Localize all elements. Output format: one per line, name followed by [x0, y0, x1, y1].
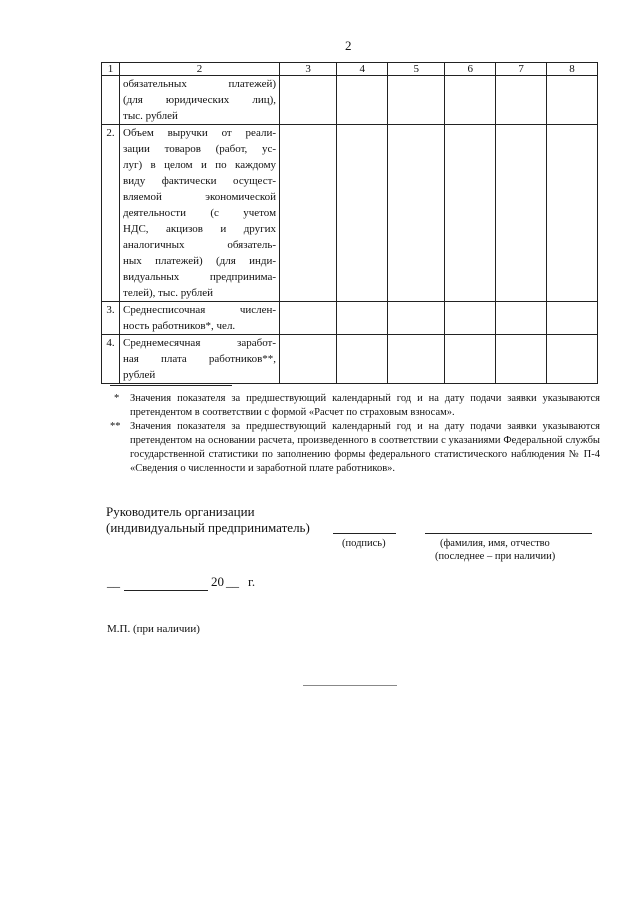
name-caption-line2: (последнее – при наличии) [435, 551, 556, 562]
date-year-prefix: 20 [211, 574, 224, 589]
value-cell[interactable] [337, 335, 388, 384]
column-number: 7 [496, 63, 547, 76]
footnote-text: Значения показателя за предшествующий календарный год и на дату подачи заявки указываются претендентом на основании расчета, произведенного в соответствии с указаниями Федеральной службы государственной статистики по заполнению формы федерального статистического наблюдения № П-4 «Сведения о численности и заработной плате работников». [130, 421, 600, 474]
row-number: 2. [102, 125, 120, 302]
value-cell[interactable] [496, 125, 547, 302]
description-line: ная плата работников**, [123, 353, 277, 365]
description-line: вляемой экономической [123, 191, 277, 203]
description-line: Среднемесячная заработ- [123, 337, 277, 349]
indicator-description [120, 125, 280, 302]
column-number: 6 [445, 63, 496, 76]
column-number: 1 [102, 63, 120, 76]
date-day-blank[interactable]: __ [107, 574, 120, 589]
full-name-line[interactable] [425, 533, 592, 534]
value-cell[interactable] [445, 76, 496, 125]
footnote-mark: ** [110, 421, 121, 432]
stamp-note: М.П. (при наличии) [107, 623, 200, 635]
description-line: ных платежей) (для инди- [123, 255, 277, 267]
value-cell[interactable] [445, 302, 496, 335]
signature-caption: (подпись) [342, 538, 386, 549]
table-row [102, 302, 598, 335]
description-line: видуальных предпринима- [123, 271, 277, 283]
value-cell[interactable] [388, 302, 445, 335]
value-cell[interactable] [337, 76, 388, 125]
description-line: рублей [123, 369, 156, 381]
footnote-2 [110, 420, 600, 476]
value-cell[interactable] [547, 125, 598, 302]
signatory-title-line2: (индивидуальный предприниматель) [106, 520, 310, 535]
value-cell[interactable] [280, 76, 337, 125]
value-cell[interactable] [445, 125, 496, 302]
description-line: Объем выручки от реали- [123, 127, 277, 139]
footnote-mark: * [114, 393, 120, 404]
value-cell[interactable] [496, 302, 547, 335]
row-number [102, 76, 120, 125]
date-month-line[interactable] [124, 590, 208, 591]
value-cell[interactable] [547, 302, 598, 335]
row-number: 4. [102, 335, 120, 384]
value-cell[interactable] [388, 125, 445, 302]
document-end-rule [303, 685, 397, 686]
column-number: 2 [120, 63, 280, 76]
value-cell[interactable] [496, 76, 547, 125]
value-cell[interactable] [280, 302, 337, 335]
description-line: ность работников*, чел. [123, 320, 236, 332]
indicators-table [101, 62, 598, 384]
description-line: деятельности (с учетом [123, 207, 277, 219]
value-cell[interactable] [388, 76, 445, 125]
footnote-separator [110, 385, 232, 386]
value-cell[interactable] [547, 76, 598, 125]
name-caption-line1: (фамилия, имя, отчество [440, 538, 550, 549]
column-number: 8 [547, 63, 598, 76]
description-line: виду фактически осущест- [123, 175, 277, 187]
description-line: Среднесписочная числен- [123, 304, 277, 316]
value-cell[interactable] [280, 335, 337, 384]
indicator-description [120, 76, 280, 125]
indicator-description [120, 335, 280, 384]
column-number: 4 [337, 63, 388, 76]
row-number: 3. [102, 302, 120, 335]
value-cell[interactable] [337, 125, 388, 302]
signatory-title-line1: Руководитель организации [106, 504, 255, 519]
description-line: тыс. рублей [123, 110, 178, 122]
description-line: (для юридических лиц), [123, 94, 277, 106]
description-line: телей), тыс. рублей [123, 287, 213, 299]
date-year-blank[interactable]: __ [226, 574, 239, 589]
value-cell[interactable] [496, 335, 547, 384]
description-line: зации товаров (работ, ус- [123, 143, 277, 155]
indicator-description [120, 302, 280, 335]
date-suffix: г. [248, 574, 256, 589]
description-line: аналогичных обязатель- [123, 239, 277, 251]
footnote-text: Значения показателя за предшествующий календарный год и на дату подачи заявки указываются претендентом в соответствии с формой «Расчет по страховым взносам». [130, 393, 600, 418]
column-number-row [102, 63, 598, 76]
value-cell[interactable] [388, 335, 445, 384]
column-number: 3 [280, 63, 337, 76]
page-number: 2 [345, 38, 352, 53]
value-cell[interactable] [445, 335, 496, 384]
table-row [102, 125, 598, 302]
table-row [102, 76, 598, 125]
footnote-1 [110, 392, 600, 420]
table-row [102, 335, 598, 384]
value-cell[interactable] [337, 302, 388, 335]
description-line: луг) в целом и по каждому [123, 159, 277, 171]
description-line: обязательных платежей) [123, 78, 277, 90]
description-line: НДС, акцизов и других [123, 223, 277, 235]
column-number: 5 [388, 63, 445, 76]
value-cell[interactable] [280, 125, 337, 302]
value-cell[interactable] [547, 335, 598, 384]
signature-line[interactable] [333, 533, 396, 534]
